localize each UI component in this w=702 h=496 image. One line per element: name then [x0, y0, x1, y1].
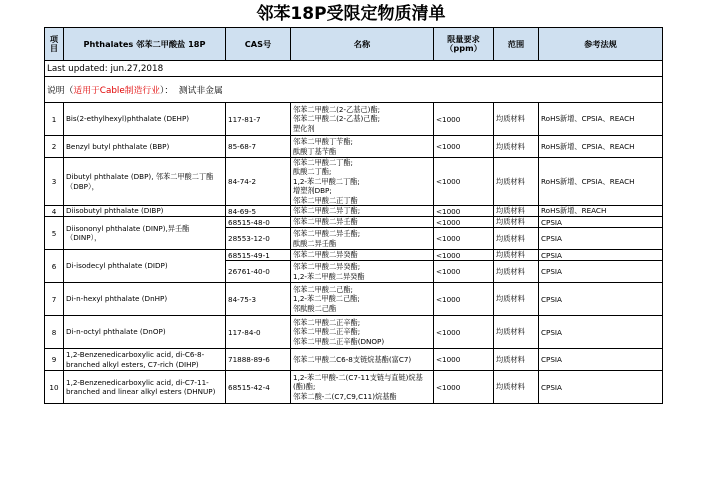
regulation-value: RoHS新增、CPSIA、REACH: [539, 103, 663, 136]
phthalate-name: Diisononyl phthalate (DINP),异壬酯: [66, 223, 190, 233]
phthalate-cell: [64, 206, 226, 217]
scope-value: 均质材料: [494, 371, 539, 404]
scope-value: 均质材料: [494, 206, 539, 217]
chemical-name: (酯)酯;: [293, 382, 316, 392]
regulation-value: CPSIA: [539, 371, 663, 404]
row-number: 3: [45, 158, 64, 206]
scope-value: 均质材料: [494, 158, 539, 206]
chemical-name-cell: [291, 250, 434, 261]
row-number: 5: [45, 217, 64, 250]
scope-value: 均质材料: [494, 283, 539, 316]
chemical-name: 酞酸丁基苄酯: [293, 146, 337, 156]
phthalate-name: （DBP），: [66, 181, 99, 191]
chemical-name: 邻苯二甲酸二C6-8支链烷基酯(富C7): [293, 354, 412, 364]
table-row: [45, 103, 663, 136]
note-suffix: ）：: [159, 86, 174, 96]
phthalate-cell: [64, 349, 226, 371]
note-prefix: 说明（: [47, 86, 74, 96]
scope-value: 均质材料: [494, 316, 539, 349]
header-row: [45, 28, 663, 61]
phthalate-cell: [64, 316, 226, 349]
scope-value: 均质材料: [494, 228, 539, 250]
chemical-name: 邻苯二甲酸二(2-乙基)己酯;: [293, 114, 381, 124]
regulation-value: CPSIA: [539, 228, 663, 250]
note-detail: 测试非金属: [178, 86, 223, 96]
chemical-name-cell: [291, 261, 434, 283]
regulation-value: RoHS新增、CPSIA、REACH: [539, 136, 663, 158]
phthalate-cell: [64, 371, 226, 404]
col-header-regulation: 参考法规: [539, 28, 663, 61]
cas-number: 68515-48-0: [226, 217, 291, 228]
table-row: [45, 283, 663, 316]
regulation-value: RoHS新增、REACH: [539, 206, 663, 217]
last-updated-row: [45, 61, 663, 77]
limit-value: <1000: [434, 283, 494, 316]
phthalate-name: branched alkyl esters, C7-rich (DIHP): [66, 359, 199, 369]
table-body: [45, 103, 663, 404]
table-row: [45, 316, 663, 349]
phthalate-name: Bis(2-ethylhexyl)phthalate (DEHP): [66, 114, 190, 124]
cas-number: 117-84-0: [226, 316, 291, 349]
chemical-name-cell: [291, 316, 434, 349]
chemical-name: 增塑剂DBP;: [293, 186, 332, 196]
phthalate-name: Dibutyl phthalate (DBP), 邻苯二甲酸二丁酯: [66, 172, 214, 182]
row-number: 9: [45, 349, 64, 371]
phthalate-name: （DINP），: [66, 233, 102, 243]
col-header-cas: CAS号: [226, 28, 291, 61]
limit-value: <1000: [434, 103, 494, 136]
chemical-name: 邻苯二甲酸二异壬酯: [293, 217, 358, 227]
note-row: [45, 77, 663, 103]
note: [45, 77, 663, 103]
chemical-name: 1,2-苯二甲酸二己酯;: [293, 294, 360, 304]
chemical-name-cell: [291, 136, 434, 158]
chemical-name: 邻苯二甲酸二异癸酯: [293, 250, 358, 260]
chemical-name: 邻苯二甲酸二正辛酯(DNOP): [293, 336, 385, 346]
cas-number: 85-68-7: [226, 136, 291, 158]
table-row: [45, 217, 663, 228]
chemical-name-cell: [291, 217, 434, 228]
cas-number: 68515-42-4: [226, 371, 291, 404]
cas-number: 68515-49-1: [226, 250, 291, 261]
row-number: 2: [45, 136, 64, 158]
regulation-value: CPSIA: [539, 349, 663, 371]
phthalate-cell: [64, 158, 226, 206]
chemical-name-cell: [291, 228, 434, 250]
scope-value: 均质材料: [494, 349, 539, 371]
regulation-value: CPSIA: [539, 217, 663, 228]
phthalate-name: 1,2-Benzenedicarboxylic acid, di-C6-8-: [66, 350, 205, 360]
phthalate-name: Di-isodecyl phthalate (DIDP): [66, 261, 168, 271]
chemical-name: 1,2-苯二甲酸二异癸酯: [293, 271, 365, 281]
table-row: [45, 136, 663, 158]
chemical-name: 邻苯二甲酸二异丁酯;: [293, 206, 361, 216]
cas-number: 84-74-2: [226, 158, 291, 206]
chemical-name: 邻苯二甲酸二正辛酯;: [293, 317, 361, 327]
col-header-phthalate: Phthalates 邻苯二甲酸盐 18P: [64, 28, 226, 61]
regulation-value: CPSIA: [539, 316, 663, 349]
limit-value: <1000: [434, 217, 494, 228]
col-header-scope: 范围: [494, 28, 539, 61]
chemical-name: 邻苯二甲酸二丁酯;: [293, 158, 353, 167]
chemical-name: 邻苯二甲酸二异壬酯;: [293, 229, 361, 239]
scope-value: 均质材料: [494, 136, 539, 158]
phthalate-name: Di-n-octyl phthalate (DnOP): [66, 327, 166, 337]
cas-number: 26761-40-0: [226, 261, 291, 283]
regulation-value: CPSIA: [539, 261, 663, 283]
table-row: [45, 206, 663, 217]
chemical-name-cell: [291, 371, 434, 404]
cas-number: 84-75-3: [226, 283, 291, 316]
limit-value: <1000: [434, 158, 494, 206]
col-header-no: 项 目: [45, 28, 64, 61]
phthalate-name: branched and linear alkyl esters (DHNUP): [66, 387, 216, 397]
chemical-name: 邻苯二酸-二(C7,C9,C11)烷基酯: [293, 391, 397, 401]
limit-value: <1000: [434, 316, 494, 349]
chemical-name: 邻苯二甲酸二(2-乙基己)酯;: [293, 104, 381, 114]
substance-table: [44, 27, 663, 404]
phthalate-cell: [64, 136, 226, 158]
chemical-name-cell: [291, 158, 434, 206]
limit-value: <1000: [434, 261, 494, 283]
col-header-limit: 限量要求 （ppm）: [434, 28, 494, 61]
phthalate-cell: [64, 103, 226, 136]
limit-value: <1000: [434, 371, 494, 404]
chemical-name: 1,2-苯二甲酸-二(C7-11支链与直链)烷基: [293, 372, 423, 382]
phthalate-cell: [64, 217, 226, 250]
page-title: 邻苯18P受限定物质清单: [256, 4, 446, 24]
limit-value: <1000: [434, 228, 494, 250]
limit-value: <1000: [434, 206, 494, 217]
chemical-name: 塑化剂: [293, 123, 315, 133]
chemical-name: 邻苯二甲酸二己酯;: [293, 284, 353, 294]
chemical-name: 酞酸二异壬酯: [293, 238, 337, 248]
chemical-name-cell: [291, 206, 434, 217]
chemical-name: 酞酸二丁酯;: [293, 167, 332, 177]
chemical-name-cell: [291, 349, 434, 371]
cas-number: 117-81-7: [226, 103, 291, 136]
scope-value: 均质材料: [494, 261, 539, 283]
row-number: 7: [45, 283, 64, 316]
limit-value: <1000: [434, 250, 494, 261]
cas-number: 84-69-5: [226, 206, 291, 217]
note-scope: 适用于Cable制造行业: [73, 86, 160, 96]
phthalate-name: Diisobutyl phthalate (DIBP): [66, 206, 164, 216]
chemical-name: 1,2-苯二甲酸二丁酯;: [293, 176, 360, 186]
cas-number: 71888-89-6: [226, 349, 291, 371]
last-updated: Last updated: jun.27,2018: [45, 61, 663, 77]
scope-value: 均质材料: [494, 250, 539, 261]
phthalate-name: 1,2-Benzenedicarboxylic acid, di-C7-11-: [66, 377, 209, 387]
table-row: [45, 371, 663, 404]
scope-value: 均质材料: [494, 217, 539, 228]
table-row: [45, 250, 663, 261]
chemical-name: 邻苯二甲酸二正丁酯: [293, 195, 358, 205]
cas-number: 28553-12-0: [226, 228, 291, 250]
col-header-name: 名称: [291, 28, 434, 61]
chemical-name: 邻苯二甲酸二异癸酯;: [293, 262, 361, 272]
chemical-name: 邻苯二甲酸丁苄酯;: [293, 137, 353, 147]
row-number: 4: [45, 206, 64, 217]
regulation-value: RoHS新增、CPSIA、REACH: [539, 158, 663, 206]
chemical-name-cell: [291, 283, 434, 316]
regulation-value: CPSIA: [539, 250, 663, 261]
limit-value: <1000: [434, 136, 494, 158]
chemical-name: 邻苯二甲酸二正辛酯;: [293, 327, 361, 337]
regulation-value: CPSIA: [539, 283, 663, 316]
table-row: [45, 158, 663, 206]
row-number: 10: [45, 371, 64, 404]
phthalate-cell: [64, 250, 226, 283]
limit-value: <1000: [434, 349, 494, 371]
row-number: 6: [45, 250, 64, 283]
chemical-name-cell: [291, 103, 434, 136]
phthalate-cell: [64, 283, 226, 316]
scope-value: 均质材料: [494, 103, 539, 136]
phthalate-name: Benzyl butyl phthalate (BBP): [66, 141, 170, 151]
chemical-name: 邻酞酸二己酯: [293, 303, 337, 313]
phthalate-name: Di-n-hexyl phthalate (DnHP): [66, 294, 168, 304]
row-number: 8: [45, 316, 64, 349]
row-number: 1: [45, 103, 64, 136]
table-row: [45, 349, 663, 371]
